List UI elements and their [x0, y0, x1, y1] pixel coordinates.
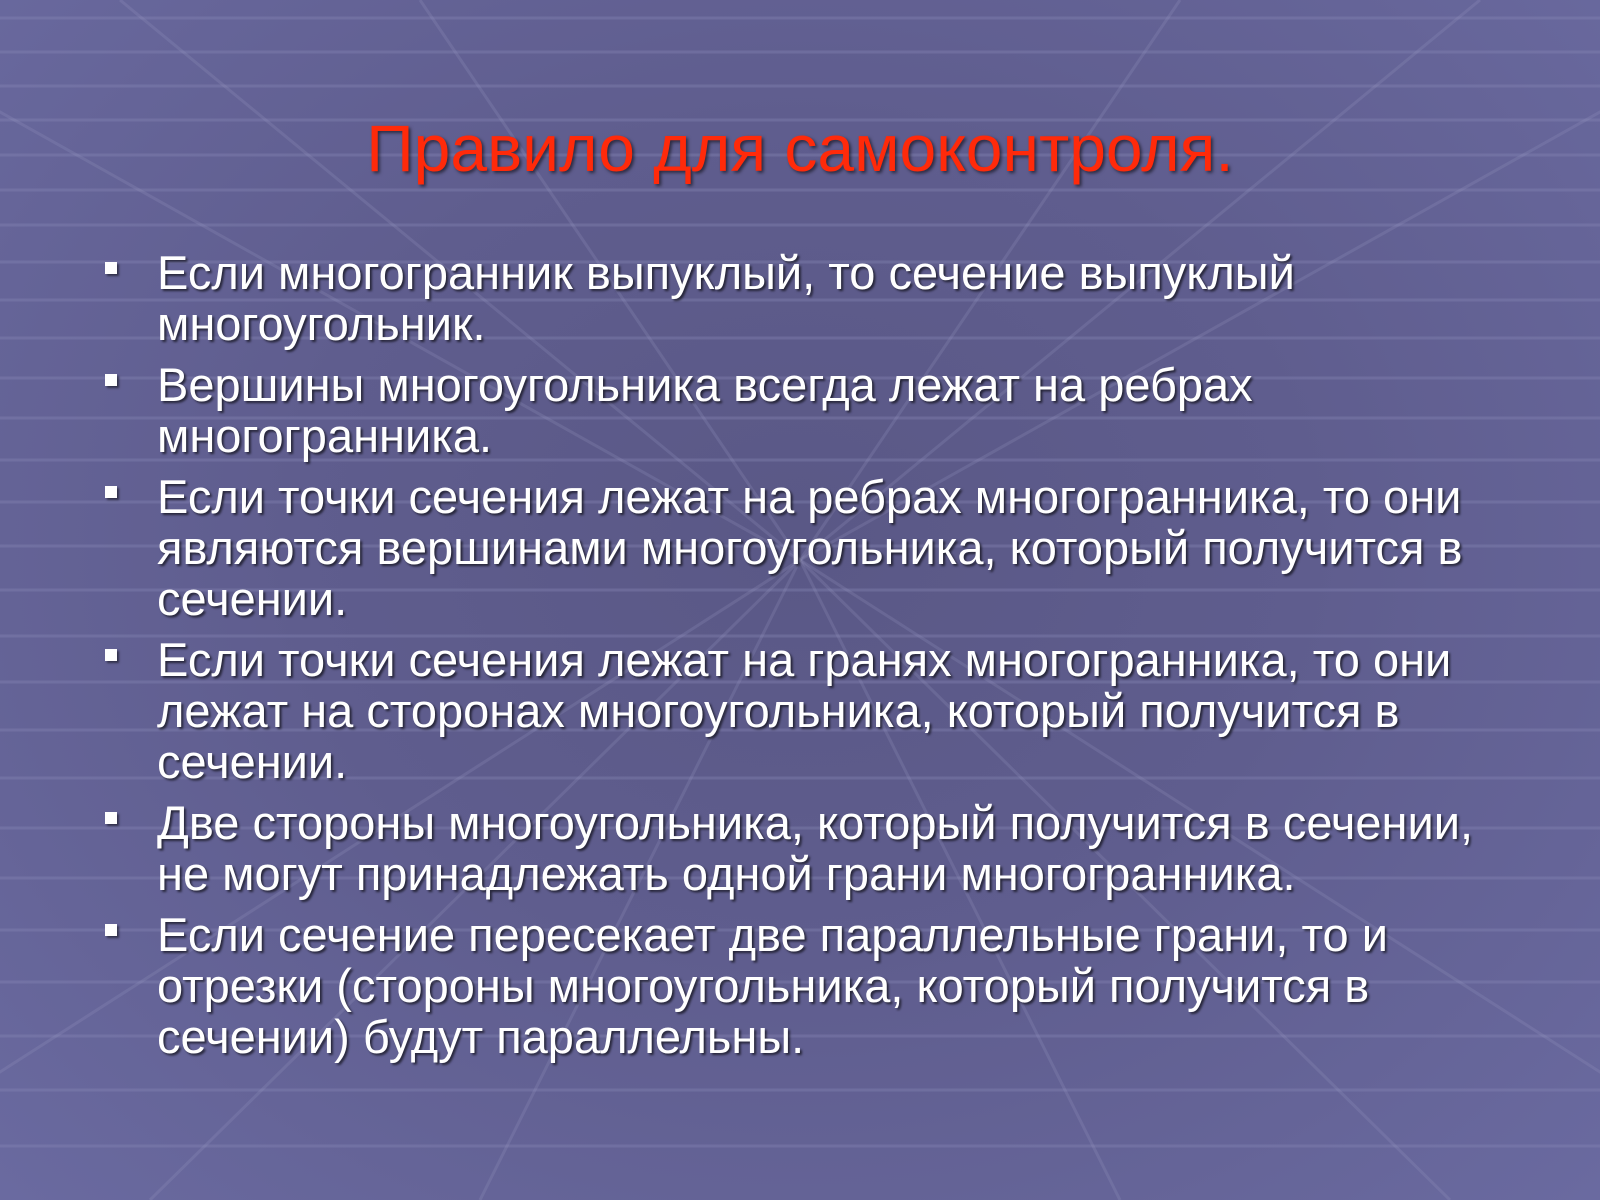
bullet-item [100, 247, 1500, 349]
square-bullet-icon [105, 374, 117, 386]
square-bullet-icon [105, 262, 117, 274]
square-bullet-icon [105, 812, 117, 824]
bullet-item [100, 909, 1500, 1062]
bullet-list [100, 247, 1500, 1072]
bullet-item [100, 471, 1500, 624]
bullet-text: Если точки сечения лежат на ребрах многогранника, то они являются вершинами многоугольника, который получится в сечении. [157, 470, 1463, 625]
bullet-item [100, 634, 1500, 787]
bullet-text: Если сечение пересекает две параллельные грани, то и отрезки (стороны многоугольника, который получится в сечении) будут параллельны. [157, 908, 1388, 1063]
bullet-text: Две стороны многоугольника, который получится в сечении, не могут принадлежать одной грани многогранника. [157, 796, 1474, 900]
bullet-text: Если многогранник выпуклый, то сечение выпуклый многоугольник. [157, 246, 1295, 350]
bullet-text: Вершины многоугольника всегда лежат на ребрах многогранника. [157, 358, 1253, 462]
square-bullet-icon [105, 486, 117, 498]
bullet-item [100, 359, 1500, 461]
slide-title: Правило для самоконтроля. [366, 111, 1234, 185]
bullet-item [100, 797, 1500, 899]
bullet-text: Если точки сечения лежат на гранях многогранника, то они лежат на сторонах многоугольника, который получится в сечении. [157, 633, 1452, 788]
square-bullet-icon [105, 649, 117, 661]
square-bullet-icon [105, 924, 117, 936]
